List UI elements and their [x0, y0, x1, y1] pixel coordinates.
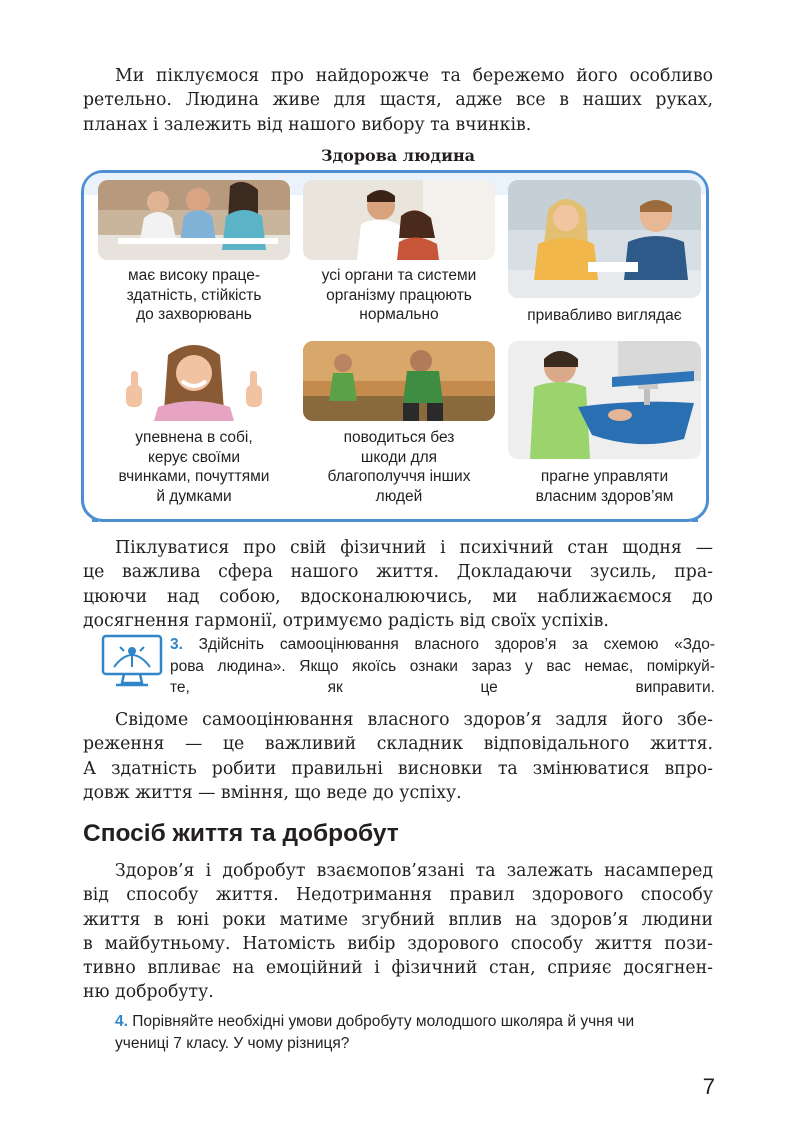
caption-line: поводиться без	[343, 429, 455, 446]
text-line: Свідоме самооцінювання власного здоров’я задля його збе-	[115, 710, 713, 730]
text-line: Піклуватися про свій фізичний і психічний стан щодня —	[115, 538, 713, 558]
text-line	[170, 634, 715, 656]
task-3	[170, 634, 715, 699]
task-text: Здійсніть самооцінювання власного здоров’я за схемою «Здо-	[198, 636, 715, 653]
card-caption	[303, 266, 495, 325]
text-line: тивно впливає на емоційний і фізичний стан, сприяє досягнен-	[83, 958, 713, 979]
mother-and-son-photo	[303, 180, 495, 260]
card-caption	[508, 306, 701, 326]
text-line: планах і залежить від нашого вибору та вчинків.	[83, 114, 532, 135]
text-line: цюючи над собою, вдосконалюючись, ми наближаємося до	[83, 586, 713, 607]
caption-line: організму працюють	[326, 286, 472, 304]
text-line: життя в юні роки матиме згубний вплив на здоров’я людини	[83, 909, 713, 930]
text-line: Ми піклуємося про найдорожче та бережемо його особливо	[115, 66, 713, 86]
text-line: досягнення гармонії, отримуємо радість від своїх успіхів.	[83, 610, 609, 631]
text-line: це важлива сфера нашого життя. Докладаючи зусиль, пра-	[83, 562, 713, 583]
text-line: те, як це виправити.	[170, 679, 715, 696]
card-caption	[98, 428, 290, 506]
children-talking-photo	[508, 180, 701, 298]
lifestyle-paragraph	[83, 859, 713, 1005]
self-care-paragraph	[83, 536, 713, 633]
text-line: довж життя — вміння, що веде до успіху.	[83, 782, 462, 803]
caption-line: привабливо виглядає	[527, 307, 682, 324]
text-line: в майбутньому. Натомість вибір здорового способу життя пози-	[83, 933, 713, 954]
text-line	[115, 1011, 715, 1033]
caption-line: упевнена в собі,	[135, 429, 253, 446]
caption-line: нормально	[359, 306, 439, 323]
figure-title: Здорова людина	[320, 146, 476, 165]
task-text: Порівняйте необхідні умови добробуту молодшого школяра й учня чи	[132, 1013, 635, 1030]
healthy-person-figure	[81, 170, 709, 522]
text-line: учениці 7 класу. У чому різниця?	[115, 1034, 350, 1052]
caption-line: шкоди для	[360, 448, 438, 466]
caption-line: керує своїми	[147, 448, 241, 466]
text-line: реження — це важливий складник відповідального життя.	[83, 734, 713, 755]
self-assessment-paragraph	[83, 708, 713, 805]
text-line: А здатність робити правильні висновки та змінюватися впро-	[83, 758, 713, 779]
card-caption	[508, 467, 701, 506]
card-caption	[303, 428, 495, 506]
caption-line: здатність, стійкість	[126, 286, 262, 304]
caption-line: власним здоров’ям	[535, 487, 674, 505]
caption-line: усі органи та системи	[321, 267, 477, 284]
confident-girl-photo	[98, 341, 290, 421]
text-line: Здоров’я і добробут взаємопов’язані та залежать насамперед	[115, 861, 713, 881]
outdoor-helping-photo	[303, 341, 495, 421]
page-number: 7	[702, 1074, 715, 1099]
boy-washing-hands-photo	[508, 341, 701, 459]
task-number: 4.	[115, 1013, 128, 1030]
text-line: від способу життя. Недотримання правил здорового способу	[83, 885, 713, 906]
caption-line: благополуччя інших	[327, 468, 471, 485]
text-line: ню добробуту.	[83, 982, 214, 1003]
computer-monitor-icon	[100, 633, 164, 689]
text-line: ретельно. Людина живе для щастя, адже все в наших руках,	[83, 90, 713, 111]
caption-line: до захворювань	[136, 306, 252, 323]
text-line: рова людина». Якщо якоїсь ознаки зараз у вас немає, поміркуй-	[170, 657, 715, 675]
card-caption	[98, 266, 290, 325]
students-studying-photo	[98, 180, 290, 260]
panel-dashed-border	[92, 519, 698, 522]
task-4	[115, 1011, 715, 1054]
section-heading: Спосіб життя та добробут	[83, 820, 399, 847]
caption-line: прагне управляти	[540, 468, 669, 485]
caption-line: людей	[375, 487, 423, 505]
caption-line: й думками	[156, 487, 232, 505]
caption-line: вчинками, почуттями	[118, 468, 270, 485]
task-number: 3.	[170, 636, 183, 653]
caption-line: має високу праце-	[127, 267, 261, 284]
intro-paragraph	[83, 64, 713, 137]
